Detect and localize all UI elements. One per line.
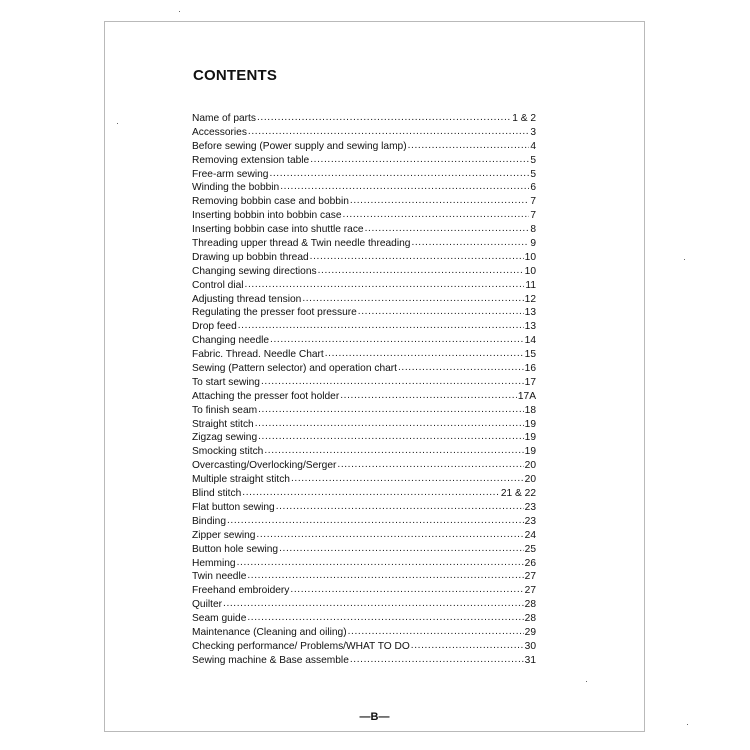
- dot-leader: [291, 472, 524, 486]
- toc-entry: [192, 362, 536, 376]
- toc-entry-page-number: 23: [524, 501, 536, 513]
- toc-entry-label: Changing needle: [192, 335, 270, 347]
- dot-leader: [318, 264, 524, 278]
- dot-leader: [264, 444, 523, 458]
- dot-leader: [343, 208, 530, 222]
- toc-entry-label: Sewing machine & Base assemble: [192, 654, 349, 666]
- toc-entry: [192, 584, 536, 598]
- dot-leader: [280, 180, 529, 194]
- toc-entry-page-number: 23: [524, 515, 536, 527]
- toc-entry-page-number: 16: [524, 363, 536, 375]
- toc-entry-page-number: 30: [524, 640, 536, 652]
- dot-leader: [340, 389, 517, 403]
- dot-leader: [247, 611, 523, 625]
- toc-entry: [192, 140, 536, 154]
- toc-entry-page-number: 7: [530, 210, 536, 222]
- toc-entry-page-number: 25: [524, 543, 536, 555]
- toc-entry: [192, 390, 536, 404]
- dot-leader: [248, 125, 529, 139]
- dot-leader: [261, 375, 524, 389]
- dot-leader: [257, 111, 511, 125]
- dot-leader: [411, 639, 524, 653]
- scan-speck: [687, 724, 688, 725]
- toc-entry-page-number: 31: [524, 654, 536, 666]
- toc-entry-label: Twin needle: [192, 571, 247, 583]
- toc-entry: [192, 334, 536, 348]
- toc-entry: [192, 126, 536, 140]
- toc-entry: [192, 112, 536, 126]
- toc-entry-label: Fabric. Thread. Needle Chart: [192, 349, 324, 361]
- toc-entry: [192, 404, 536, 418]
- toc-entry-label: Winding the bobbin: [192, 182, 280, 194]
- dot-leader: [256, 528, 523, 542]
- toc-entry-page-number: 28: [524, 599, 536, 611]
- dot-leader: [325, 347, 524, 361]
- dot-leader: [350, 194, 529, 208]
- toc-entry: [192, 459, 536, 473]
- dot-leader: [242, 486, 500, 500]
- toc-entry-page-number: 27: [524, 585, 536, 597]
- dot-leader: [258, 403, 524, 417]
- page-number-marker: —B—: [359, 711, 390, 723]
- toc-entry: [192, 265, 536, 279]
- toc-entry-label: Adjusting thread tension: [192, 293, 302, 305]
- dot-leader: [348, 625, 524, 639]
- dot-leader: [310, 153, 529, 167]
- toc-entry-label: Inserting bobbin case into shuttle race: [192, 224, 364, 236]
- toc-entry-label: Button hole sewing: [192, 543, 279, 555]
- dot-leader: [398, 361, 524, 375]
- toc-entry-label: Control dial: [192, 279, 244, 291]
- toc-entry-page-number: 4: [530, 140, 536, 152]
- dot-leader: [238, 319, 524, 333]
- toc-entry-page-number: 19: [524, 446, 536, 458]
- toc-entry-label: Quilter: [192, 599, 223, 611]
- toc-entry-page-number: 5: [530, 154, 536, 166]
- toc-entry-page-number: 19: [524, 418, 536, 430]
- toc-entry-label: Drawing up bobbin thread: [192, 251, 309, 263]
- toc-entry-page-number: 26: [524, 557, 536, 569]
- toc-entry-page-number: 10: [524, 265, 536, 277]
- toc-entry-page-number: 15: [524, 349, 536, 361]
- toc-entry: [192, 279, 536, 293]
- toc-entry-page-number: 5: [530, 168, 536, 180]
- dot-leader: [255, 417, 524, 431]
- toc-entry: [192, 654, 536, 668]
- toc-entry-label: Maintenance (Cleaning and oiling): [192, 626, 347, 638]
- toc-entry-label: Straight stitch: [192, 418, 254, 430]
- toc-entry-label: To start sewing: [192, 376, 260, 388]
- dot-leader: [258, 430, 524, 444]
- dot-leader: [223, 597, 524, 611]
- toc-entry-label: Seam guide: [192, 613, 247, 625]
- toc-entry: [192, 293, 536, 307]
- toc-entry-page-number: 13: [524, 307, 536, 319]
- toc-entry-label: Accessories: [192, 126, 247, 138]
- toc-entry-label: Name of parts: [192, 113, 256, 124]
- dot-leader: [358, 305, 524, 319]
- toc-entry: [192, 529, 536, 543]
- toc-entry-page-number: 8: [530, 224, 536, 236]
- scan-speck: [586, 681, 587, 682]
- toc-entry: [192, 154, 536, 168]
- toc-entry-label: Before sewing (Power supply and sewing lamp): [192, 140, 407, 152]
- scan-speck: [179, 11, 180, 12]
- toc-entry-page-number: 10: [524, 251, 536, 263]
- dot-leader: [276, 500, 524, 514]
- toc-entry-label: Threading upper thread & Twin needle threading: [192, 238, 411, 250]
- toc-entry: [192, 320, 536, 334]
- dot-leader: [245, 278, 525, 292]
- toc-entry-label: Inserting bobbin into bobbin case: [192, 210, 342, 222]
- toc-entry-page-number: 3: [530, 126, 536, 138]
- toc-entry: [192, 306, 536, 320]
- toc-entry: [192, 376, 536, 390]
- toc-entry-label: Flat button sewing: [192, 501, 275, 513]
- toc-entry-page-number: 20: [524, 460, 536, 472]
- dot-leader: [408, 139, 530, 153]
- toc-entry-page-number: 13: [524, 321, 536, 333]
- toc-entry: [192, 223, 536, 237]
- toc-entry: [192, 195, 536, 209]
- toc-entry: [192, 612, 536, 626]
- toc-entry-label: Binding: [192, 515, 226, 527]
- dot-leader: [279, 542, 524, 556]
- toc-entry-label: To finish seam: [192, 404, 258, 416]
- toc-entry: [192, 473, 536, 487]
- toc-entry-label: Multiple straight stitch: [192, 474, 290, 486]
- scan-speck: [684, 259, 685, 260]
- toc-entry: [192, 181, 536, 195]
- toc-entry-page-number: 21 & 22: [500, 488, 536, 500]
- toc-entry: [192, 570, 536, 584]
- toc-entry-label: Removing bobbin case and bobbin: [192, 196, 349, 208]
- toc-entry-page-number: 28: [524, 613, 536, 625]
- toc-entry-label: Freehand embroidery: [192, 585, 290, 597]
- toc-entry-label: Changing sewing directions: [192, 265, 317, 277]
- toc-entry-page-number: 6: [530, 182, 536, 194]
- toc-entry: [192, 418, 536, 432]
- toc-entry-label: Zigzag sewing: [192, 432, 258, 444]
- dot-leader: [290, 583, 523, 597]
- toc-entry: [192, 640, 536, 654]
- toc-entry: [192, 557, 536, 571]
- toc-entry-label: Checking performance/ Problems/WHAT TO DO: [192, 640, 410, 652]
- toc-entry: [192, 543, 536, 557]
- toc-entry-label: Blind stitch: [192, 488, 242, 500]
- toc-entry-page-number: 7: [530, 196, 536, 208]
- dot-leader: [237, 556, 524, 570]
- toc-entry-page-number: 17A: [517, 390, 536, 402]
- toc-entry-label: Hemming: [192, 557, 236, 569]
- toc-entry-page-number: 27: [524, 571, 536, 583]
- dot-leader: [302, 292, 523, 306]
- toc-entry-page-number: 12: [524, 293, 536, 305]
- toc-entry-page-number: 19: [524, 432, 536, 444]
- toc-entry-label: Smocking stitch: [192, 446, 264, 458]
- toc-entry: [192, 487, 536, 501]
- dot-leader: [350, 653, 524, 667]
- dot-leader: [269, 167, 529, 181]
- table-of-contents: [192, 112, 536, 668]
- toc-entry-label: Overcasting/Overlocking/Serger: [192, 460, 337, 472]
- toc-entry-page-number: 11: [525, 279, 536, 291]
- toc-entry-label: Free-arm sewing: [192, 168, 269, 180]
- toc-entry: [192, 515, 536, 529]
- dot-leader: [247, 569, 523, 583]
- dot-leader: [227, 514, 524, 528]
- toc-entry: [192, 445, 536, 459]
- toc-entry-label: Removing extension table: [192, 154, 310, 166]
- toc-entry-label: Regulating the presser foot pressure: [192, 307, 357, 319]
- page-title: CONTENTS: [193, 67, 278, 84]
- toc-entry-page-number: 18: [524, 404, 536, 416]
- toc-entry-page-number: 24: [524, 529, 536, 541]
- toc-entry: [192, 168, 536, 182]
- toc-entry-page-number: 20: [524, 474, 536, 486]
- dot-leader: [411, 236, 529, 250]
- toc-entry: [192, 598, 536, 612]
- toc-entry-label: Attaching the presser foot holder: [192, 390, 340, 402]
- dot-leader: [310, 250, 524, 264]
- toc-entry: [192, 237, 536, 251]
- toc-entry: [192, 348, 536, 362]
- dot-leader: [270, 333, 524, 347]
- dot-leader: [337, 458, 523, 472]
- toc-entry-page-number: 17: [524, 376, 536, 388]
- scan-speck: [117, 123, 118, 124]
- toc-entry: [192, 251, 536, 265]
- toc-entry-page-number: 1 & 2: [512, 113, 536, 124]
- toc-entry: [192, 501, 536, 515]
- toc-entry: [192, 431, 536, 445]
- toc-entry-page-number: 29: [524, 626, 536, 638]
- dot-leader: [365, 222, 530, 236]
- toc-entry: [192, 626, 536, 640]
- toc-entry: [192, 209, 536, 223]
- toc-entry-page-number: 9: [530, 238, 536, 250]
- toc-entry-label: Drop feed: [192, 321, 237, 333]
- document-page: [104, 21, 645, 732]
- toc-entry-label: Zipper sewing: [192, 529, 256, 541]
- toc-entry-label: Sewing (Pattern selector) and operation chart: [192, 363, 397, 375]
- toc-entry-page-number: 14: [524, 335, 536, 347]
